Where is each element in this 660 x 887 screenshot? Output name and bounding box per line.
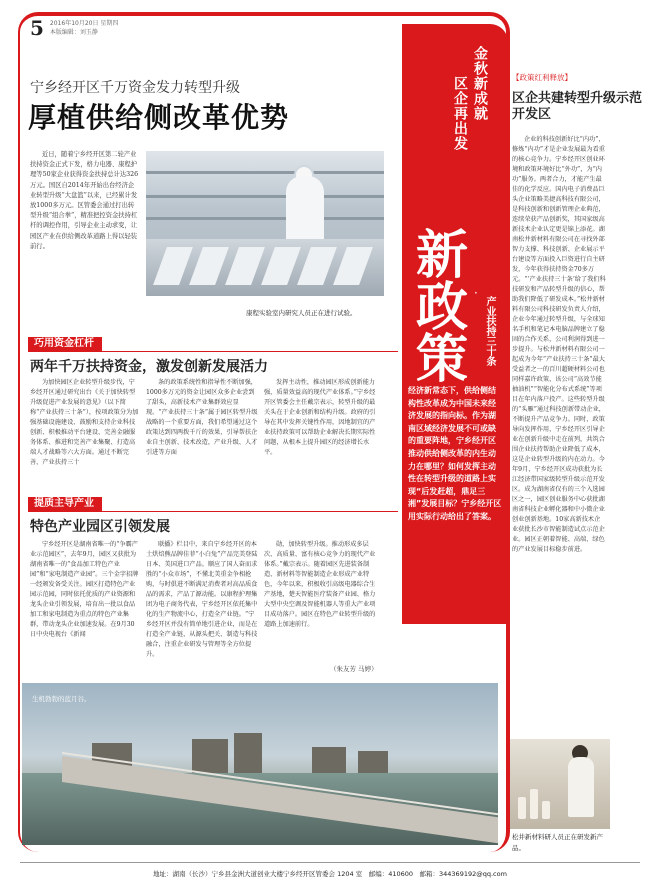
- right-column-body: 企业的科技创新好比“内功”，修炼“内功”才是企业发展最为看重的核心竞争力。宁乡经开区创业环境和政策环境好比“外功”，为“内功”服务。两者合力，才能产生最佳的化学反应。国内电子消费品巨头企业策略美捷高科技有限公司，是科技创新和创新管理企业典范，连续荣获产品创新奖，其国家级高新技术企业认定更是锦上添花。湖南松井新材料有限公司在寻找外部智力支撑、科技创新、企业展示平台建设等方面投入巨资进行自主研发，今年获得扶持资金70多万元。“‘产业扶持三十条’给了我们科技研发和产品转型升级的信心，帮助我们降低了研发成本。”松井新材料有限公司科技研发负责人介绍，企业今年通过转型升级，与全球知名手机和笔记本电脑品牌建立了稳固的合作关系，公司利润得到进一步提升。与松井新材料有限公司一起成为今年“产业扶持三十条”最大受益者之一的百川超硬材料公司也同样嘉许政策，该公司“高效节能抽油机”“智能化分布式系统”等项目在年内落户投产。这些转型升级的“头雁”通过科技创新带动企业，不断提升产品竞争力。同时，政策导向发挥作用，宁乡经开区引导企业在创新升级中走在前列，共筑合围企业扶持帮助企业降低了成本，这是企业转型升级的内在动力。今年9月，宁乡经开区成功获批为长江经济带国家级转型升级示范开发区。成为湖南省仅有的三个入选园区之一，园区创业服务中心获批湖南省科技企业孵化器和中小微企业创业创新基地。10家高新技术企业获批长沙市智能制造试点示范企业。园区正朝着智能、高端、绿色的产业发展目标稳步前进。: [512, 136, 606, 553]
- photo-shelf: [146, 217, 384, 220]
- section2-rule: [28, 511, 398, 512]
- section1-col3: 发挥主动性，推动园区形成创新能力强，质量效益高的现代产业体系。”宁乡经开区管委会主任戴宗表示，转型升级的最关头在于企业创新和结构升级。政府的引导在其中发挥关键性作用，因地制宜的产业扶持政策可以帮助企业解决长期实际性问题，从根本上提升园区的经济增长水平。: [264, 379, 376, 456]
- footer-rule: [20, 862, 640, 863]
- section2-col2: 联播》栏目中，来自宁乡经开区的本土烘焙熊品牌佳菲“小白兔”产品完美登陆日本、美国进口产品。顺应了国人奋而求胜的“小众市场”，不懂北美重金争相抢购，与时俱进不断满足消费者对高品质食品的需求，产品了源动能。以康程护理集团为电子商务代表，宁乡经开区依托集中化的生产物流中心，打造全产业链。“宁乡经开区并没有简单地引进企业，而是在打造全产业链，从源头把关、制造与科技融合，注重企业研发与管理等全方位提升。: [146, 541, 258, 658]
- lab-photo: [146, 151, 384, 296]
- lead-kicker: 宁乡经开区千万资金发力转型升级: [30, 80, 240, 96]
- lab-photo-caption: 康程实验室内研究人员正在进行试验。: [246, 309, 357, 317]
- bridge-photo: [22, 683, 498, 845]
- section1-title: 两年千万扶持资金，激发创新发展活力: [30, 359, 268, 375]
- panel-headline-b: 区企再出发: [452, 76, 468, 151]
- section2-col1: 宁乡经开区是湖南省唯一的“争霸产业示范园区”，去年9月，园区又获批为湖南省唯一的“食品加工特色产业园”和“家电制造产业园”。三个金字招牌一经颁发备受关注。园区打造特色产业园示范园，同时依托优质的产业资源和龙头企业引领发展，培育出一批以食品加工和家电制造为重点的特色产业集群，带动龙头企业加速发展。在9月30日中央电视台《新闻: [30, 541, 139, 638]
- panel-bullet-dot: ·: [474, 286, 478, 300]
- photo-building: [234, 733, 262, 773]
- lead-body: 近日，随着宁乡经开区第二轮产业扶持资金正式下发，格力电器、康程护理等50家企业获得资金扶持总计达326万元。国区自2014年开始出台经济企业转型升级“大盘篮”以来，已经累计发放1000多万元。区管委会通过打出转型升级“组合拳”，精准把控资金扶持杠杆的调控作用，引导企业主动求变，让园区产业在供给侧改革道路上得以轻装前行。: [30, 151, 139, 250]
- photo-worker: [286, 176, 324, 246]
- page-number: 5: [30, 16, 44, 40]
- section1-rule: [28, 351, 398, 352]
- photo-jar: [530, 789, 538, 819]
- panel-headline-a: 金秋新成就: [472, 46, 488, 121]
- photo-jar: [542, 801, 550, 819]
- panel-big-char-3: 策: [416, 330, 469, 390]
- photo-shelf: [146, 195, 384, 198]
- section1-col2: 条的政策系统性和指导性不断加强，1000多万元的资金让园区众多企业尝到了甜头，高新技术产业集群效应显现。“产业扶持三十条”属于园区转型升级战略的一个重要方面，我们希望通过这个政策达到四两拨千斤的效果，引导帮扶企业自主创新、技术改造，产业升级、人才引进等方面: [146, 379, 258, 456]
- date-block: [50, 19, 118, 37]
- bridge-photo-caption: 生机勃勃的蓝月谷。: [32, 695, 91, 703]
- photo-building: [312, 747, 346, 773]
- panel-sub-headline: 产业扶持三十条: [484, 296, 495, 366]
- photo-jar: [518, 797, 526, 819]
- photo-researcher: [568, 757, 594, 817]
- panel-big-char-1: 新: [416, 226, 469, 286]
- section2-byline: （朱友芳 马婷）: [330, 665, 378, 673]
- section2-title: 特色产业园区引领发展: [30, 519, 170, 535]
- photo-building: [358, 751, 388, 773]
- panel-big-char-2: 政: [416, 278, 469, 338]
- lead-title: 厚植供给侧改革优势: [28, 101, 290, 134]
- date-line: 2016年10月20日 星期四: [49, 20, 119, 27]
- footer-address: 地址：湖南（长沙）宁乡县金洲大道创业大楼宁乡经开区管委会 1204 室 邮编：410600 邮箱：344369192@qq.com: [153, 870, 507, 878]
- section2-tag: 提质主导产业: [28, 497, 102, 511]
- section1-tag: 巧用资金杠杆: [28, 337, 102, 351]
- right-photo-caption: 松井新材料研人员正在研发新产品。: [512, 833, 603, 852]
- lab-researcher-photo: [510, 739, 610, 829]
- photo-shelf: [146, 171, 384, 174]
- section2-col3: 勋，加快转型升级。推动形成多层次、高质量、富有核心竞争力的现代产业体系。”戴宗表示。随着园区先进装备制造、新材料等智能制造企业形成产业特色，今年以来，积极收引高级电器综合生产基地，楚天智能医疗装备产业园、格力大型中央空调及智能机器人等重大产业项目成功落户。园区在特色产业转型升级的道路上加速前行。: [264, 541, 376, 628]
- right-column-tag: 【政策红利释放】: [512, 73, 572, 82]
- panel-intro: 经济新常态下，供给侧结构性改革成为中国未来经济发展的指向标。作为湖南区域经济发展不可或缺的重要阵地，宁乡经开区推动供给侧改革的内生动力在哪里？如何发挥主动性在转型升级的道路上实现“后发赶超，鼎足三湘”发展目标？宁乡经开区用实际行动给出了答案。: [408, 386, 502, 521]
- photo-building: [192, 739, 228, 773]
- edition-line: 本版编辑：刘玉静: [49, 29, 98, 36]
- right-column-title: 区企共建转型升级示范开发区: [512, 91, 643, 122]
- section1-col1: 为加快园区企业转型升级步伐，宁乡经开区通过研究出台《关于加快转型升级促进产业发展的意见》（以下简称“产业扶持三十条”），按项政策分为加强基础设施建设、鼓励和支持企业科技创新、积极推动平台建设、完善金融服务体系、推进和完善产业集聚、打造高端人才战略等六大方面。通过不断完善，产业扶持三十: [30, 379, 139, 466]
